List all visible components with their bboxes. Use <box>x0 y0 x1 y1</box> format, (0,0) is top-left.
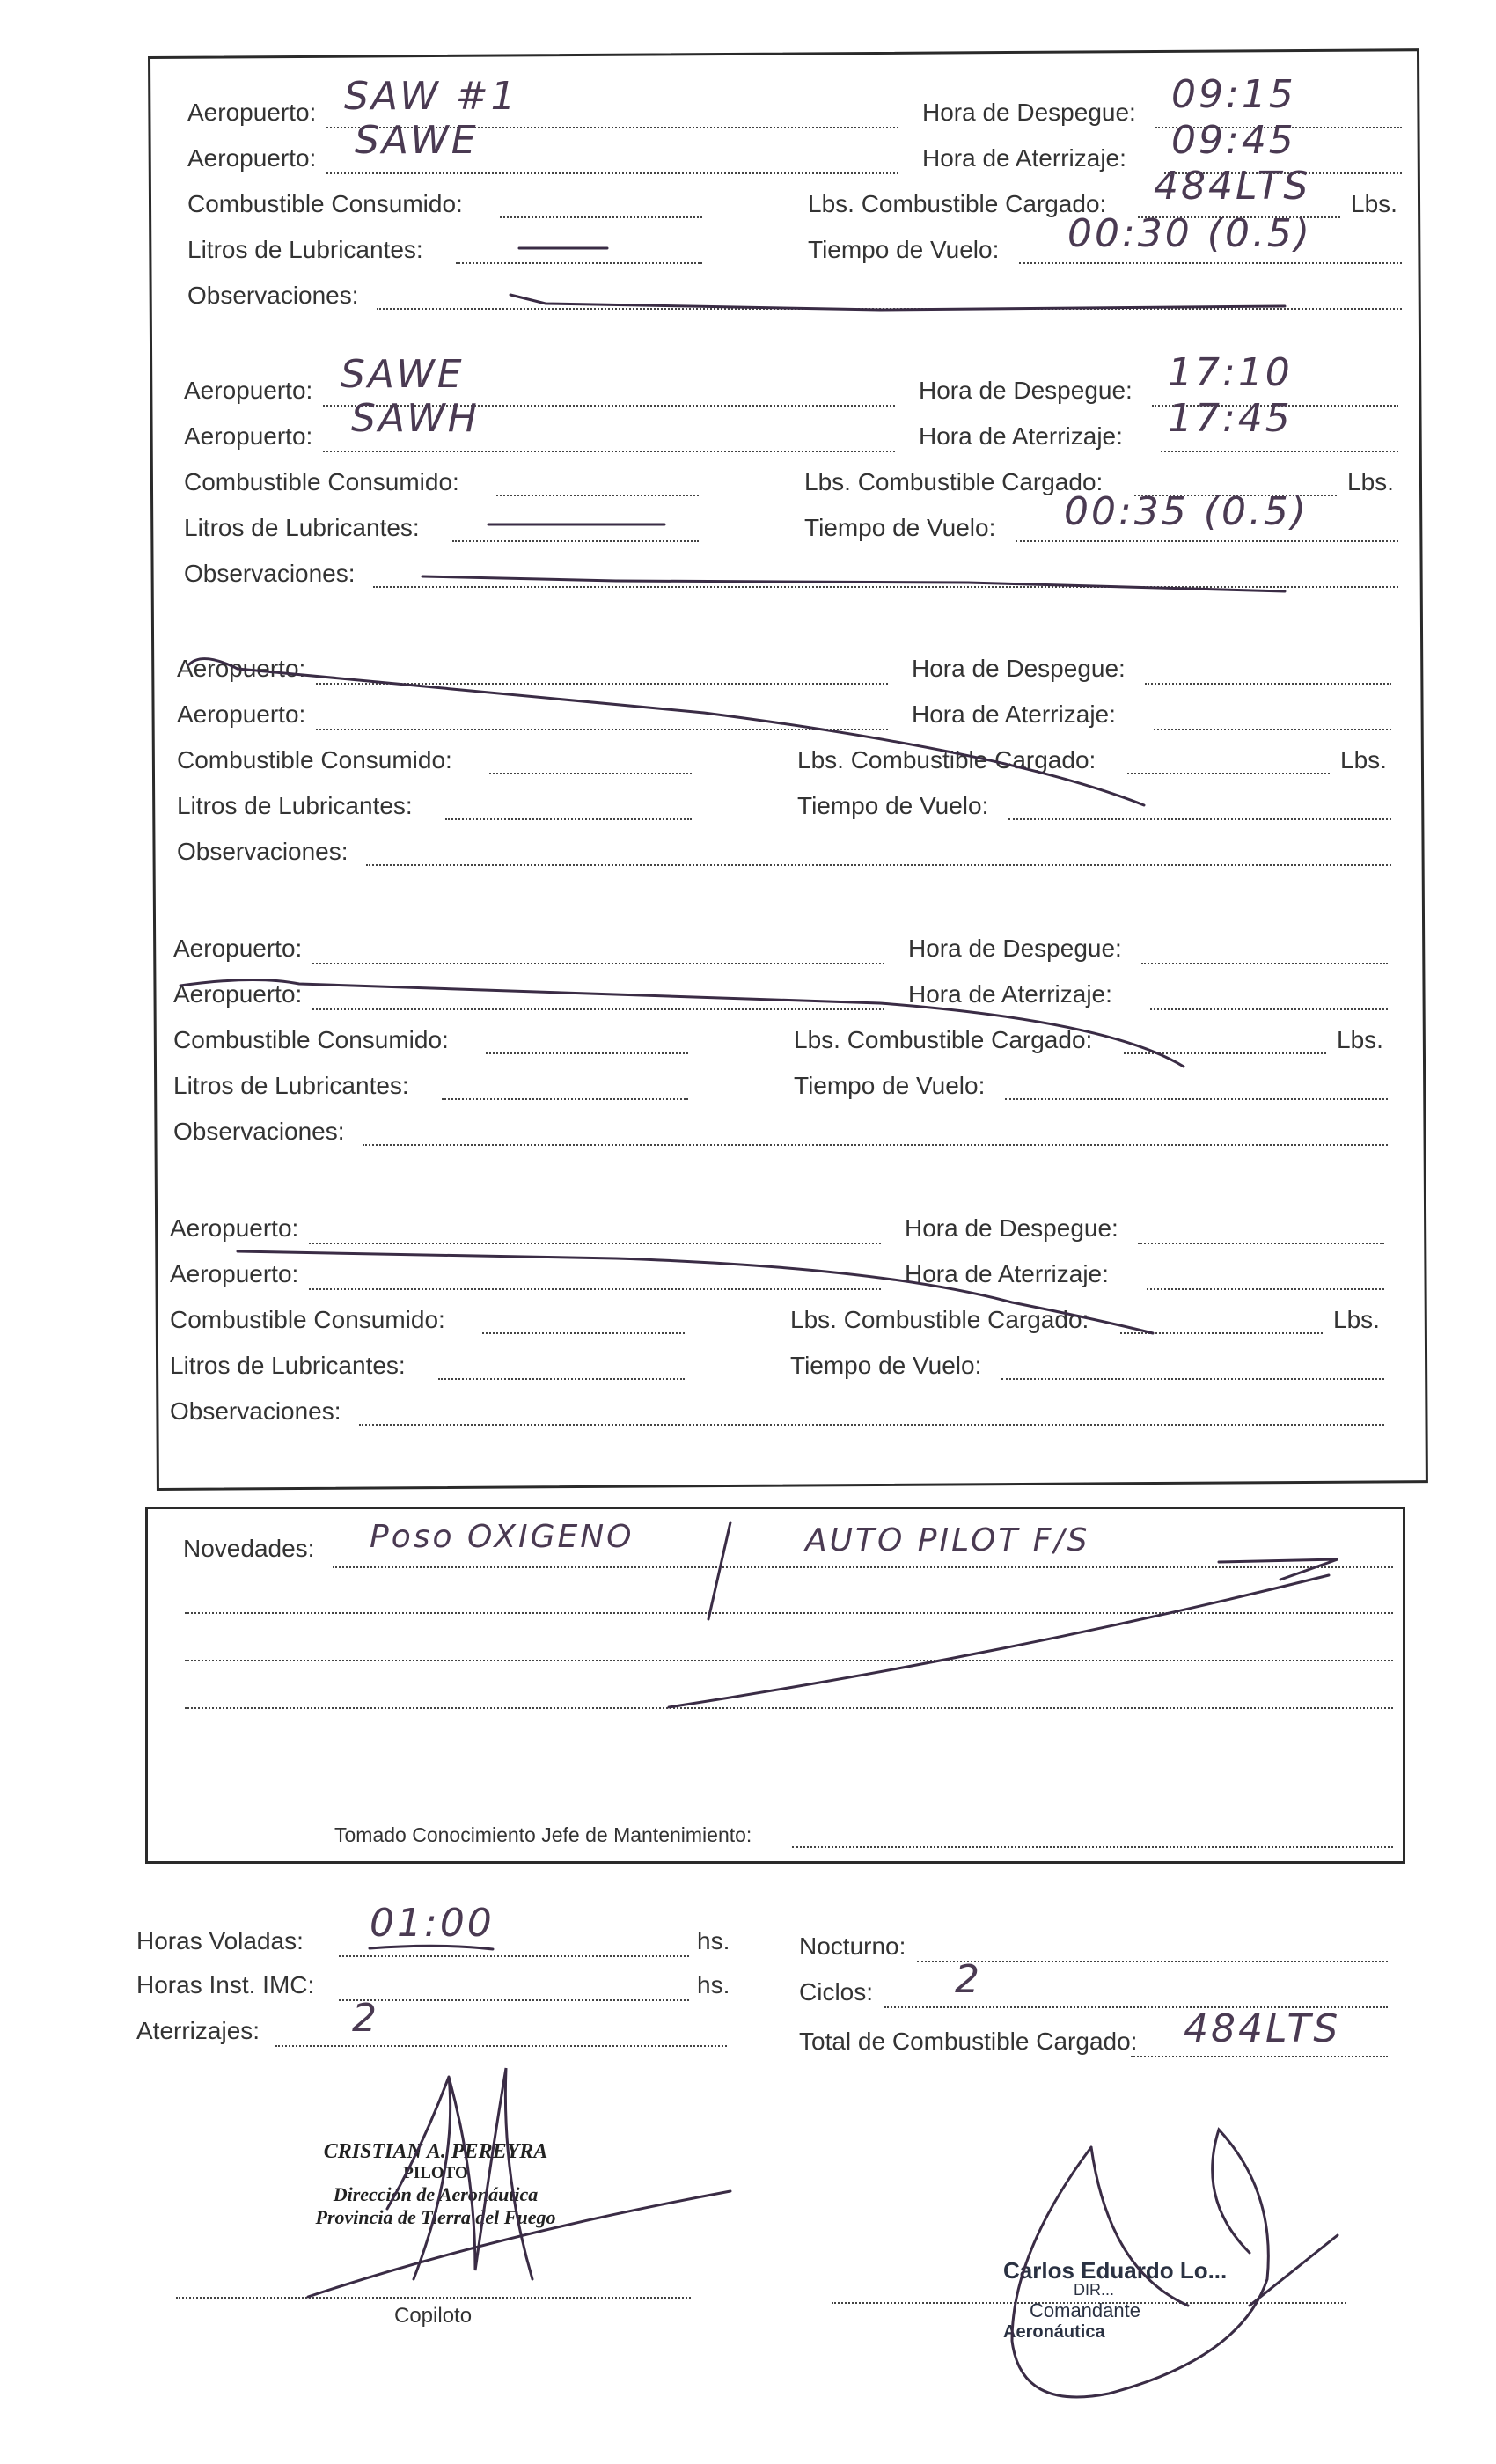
landings-value: 2 <box>352 1996 379 2041</box>
takeoff-label: Hora de Despegue: <box>912 655 1126 682</box>
observations-label: Observaciones: <box>173 1118 345 1145</box>
landings-label: Aterrizajes: <box>136 2017 260 2044</box>
copilot-stamp-name: CRISTIAN A. PEREYRA <box>323 2140 548 2163</box>
flight-time-label: Tiempo de Vuelo: <box>794 1072 986 1099</box>
maintenance-label: Tomado Conocimiento Jefe de Mantenimiento: <box>334 1823 752 1846</box>
lubricants-label: Litros de Lubricantes: <box>177 792 413 819</box>
fuel-unit-label: Lbs. <box>1340 746 1387 774</box>
landing-label: Hora de Aterrizaje: <box>912 700 1116 728</box>
takeoff-value: 17:10 <box>1168 350 1293 395</box>
cycles-label: Ciclos: <box>799 1978 874 2006</box>
airport-to-label: Aeropuerto: <box>187 144 317 172</box>
total-fuel-label: Total de Combustible Cargado: <box>799 2028 1138 2055</box>
total-fuel-value: 484LTS <box>1184 2006 1341 2051</box>
flight-time-label: Tiempo de Vuelo: <box>797 792 989 819</box>
landing-value: 09:45 <box>1171 118 1296 163</box>
airport-to-label: Aeropuerto: <box>177 700 306 728</box>
novedades-divider <box>708 1522 730 1619</box>
copilot-stamp-org1: Dirección de Aeronáutica <box>333 2183 539 2205</box>
fuel-loaded-label: Lbs. Combustible Cargado: <box>790 1306 1089 1333</box>
lubricants-label: Litros de Lubricantes: <box>173 1072 409 1099</box>
landing-label: Hora de Aterrizaje: <box>905 1260 1109 1287</box>
fuel-loaded-value: 484LTS <box>1154 164 1311 209</box>
fuel-used-label: Combustible Consumido: <box>177 746 452 774</box>
novedades-label: Novedades: <box>183 1535 315 1562</box>
fuel-unit-label: Lbs. <box>1333 1306 1380 1333</box>
flight-time-label: Tiempo de Vuelo: <box>790 1352 982 1379</box>
leg3-crossout <box>189 659 1144 805</box>
flight-time-value: 00:35 (0.5) <box>1064 489 1309 534</box>
commander-role: Comandante <box>1030 2299 1140 2321</box>
airport-to-value: SAWE <box>355 118 479 163</box>
hours-flown-unit: hs. <box>697 1927 730 1954</box>
imc-unit: hs. <box>697 1971 730 1998</box>
airport-from-label: Aeropuerto: <box>177 655 306 682</box>
airport-from-label: Aeropuerto: <box>184 377 313 404</box>
commander-org: Aeronáutica <box>1003 2322 1105 2342</box>
airport-from-label: Aeropuerto: <box>187 99 317 126</box>
takeoff-label: Hora de Despegue: <box>905 1214 1118 1242</box>
night-label: Nocturno: <box>799 1932 906 1960</box>
leg5-crossout <box>238 1251 1153 1333</box>
takeoff-value: 09:15 <box>1171 72 1296 117</box>
copilot-signature <box>308 2068 730 2297</box>
airport-to-label: Aeropuerto: <box>184 422 313 450</box>
observations-label: Observaciones: <box>184 560 356 587</box>
hours-flown-underline <box>370 1946 493 1949</box>
observations-label: Observaciones: <box>187 282 359 309</box>
fuel-used-label: Combustible Consumido: <box>184 468 459 495</box>
novedades-sweep <box>669 1575 1329 1707</box>
commander-name: Carlos Eduardo Lo... <box>1003 2257 1228 2284</box>
leg2-lube-line <box>422 576 1285 591</box>
airport-to-value: SAWH <box>351 396 480 441</box>
commander-dir: DIR... <box>1074 2281 1115 2299</box>
fuel-unit-label: Lbs. <box>1337 1026 1383 1053</box>
lubricants-label: Litros de Lubricantes: <box>187 236 423 263</box>
takeoff-label: Hora de Despegue: <box>922 99 1136 126</box>
airport-from-label: Aeropuerto: <box>173 935 303 962</box>
hours-flown-label: Horas Voladas: <box>136 1927 304 1954</box>
landing-label: Hora de Aterrizaje: <box>919 422 1123 450</box>
takeoff-label: Hora de Despegue: <box>919 377 1133 404</box>
fuel-used-label: Combustible Consumido: <box>173 1026 449 1053</box>
leg1-lube-dash <box>510 295 1285 310</box>
flight-time-label: Tiempo de Vuelo: <box>804 514 996 541</box>
lubricants-label: Litros de Lubricantes: <box>184 514 420 541</box>
cycles-value: 2 <box>955 1957 982 2002</box>
airport-from-value: SAWE <box>341 352 465 397</box>
flight-time-label: Tiempo de Vuelo: <box>808 236 1000 263</box>
imc-label: Horas Inst. IMC: <box>136 1971 315 1998</box>
airport-from-label: Aeropuerto: <box>170 1214 299 1242</box>
fuel-used-label: Combustible Consumido: <box>187 190 463 217</box>
fuel-unit-label: Lbs. <box>1347 468 1394 495</box>
landing-value: 17:45 <box>1168 396 1293 441</box>
novedades-text-2: AUTO PILOT F/S <box>805 1522 1090 1558</box>
fuel-loaded-label: Lbs. Combustible Cargado: <box>808 190 1107 217</box>
observations-label: Observaciones: <box>177 838 348 865</box>
novedades-text-1: Poso OXIGENO <box>370 1519 634 1555</box>
commander-signature <box>1012 2130 1338 2397</box>
hours-flown-value: 01:00 <box>370 1901 495 1946</box>
fuel-loaded-label: Lbs. Combustible Cargado: <box>794 1026 1093 1053</box>
airport-to-label: Aeropuerto: <box>173 980 303 1008</box>
copilot-stamp-role: PILOTO <box>403 2164 468 2182</box>
fuel-unit-label: Lbs. <box>1351 190 1397 217</box>
fuel-loaded-label: Lbs. Combustible Cargado: <box>797 746 1096 774</box>
airport-from-value: SAW #1 <box>344 74 518 119</box>
copilot-label: Copiloto <box>394 2304 473 2328</box>
landing-label: Hora de Aterrizaje: <box>922 144 1126 172</box>
copilot-stamp-org2: Provincia de Tierra del Fuego <box>315 2206 556 2228</box>
lubricants-label: Litros de Lubricantes: <box>170 1352 406 1379</box>
leg4-crossout <box>180 979 1184 1067</box>
airport-to-label: Aeropuerto: <box>170 1260 299 1287</box>
flight-time-value: 00:30 (0.5) <box>1067 211 1313 256</box>
fuel-loaded-label: Lbs. Combustible Cargado: <box>804 468 1104 495</box>
observations-label: Observaciones: <box>170 1397 341 1425</box>
landing-label: Hora de Aterrizaje: <box>908 980 1112 1008</box>
takeoff-label: Hora de Despegue: <box>908 935 1122 962</box>
fuel-used-label: Combustible Consumido: <box>170 1306 445 1333</box>
